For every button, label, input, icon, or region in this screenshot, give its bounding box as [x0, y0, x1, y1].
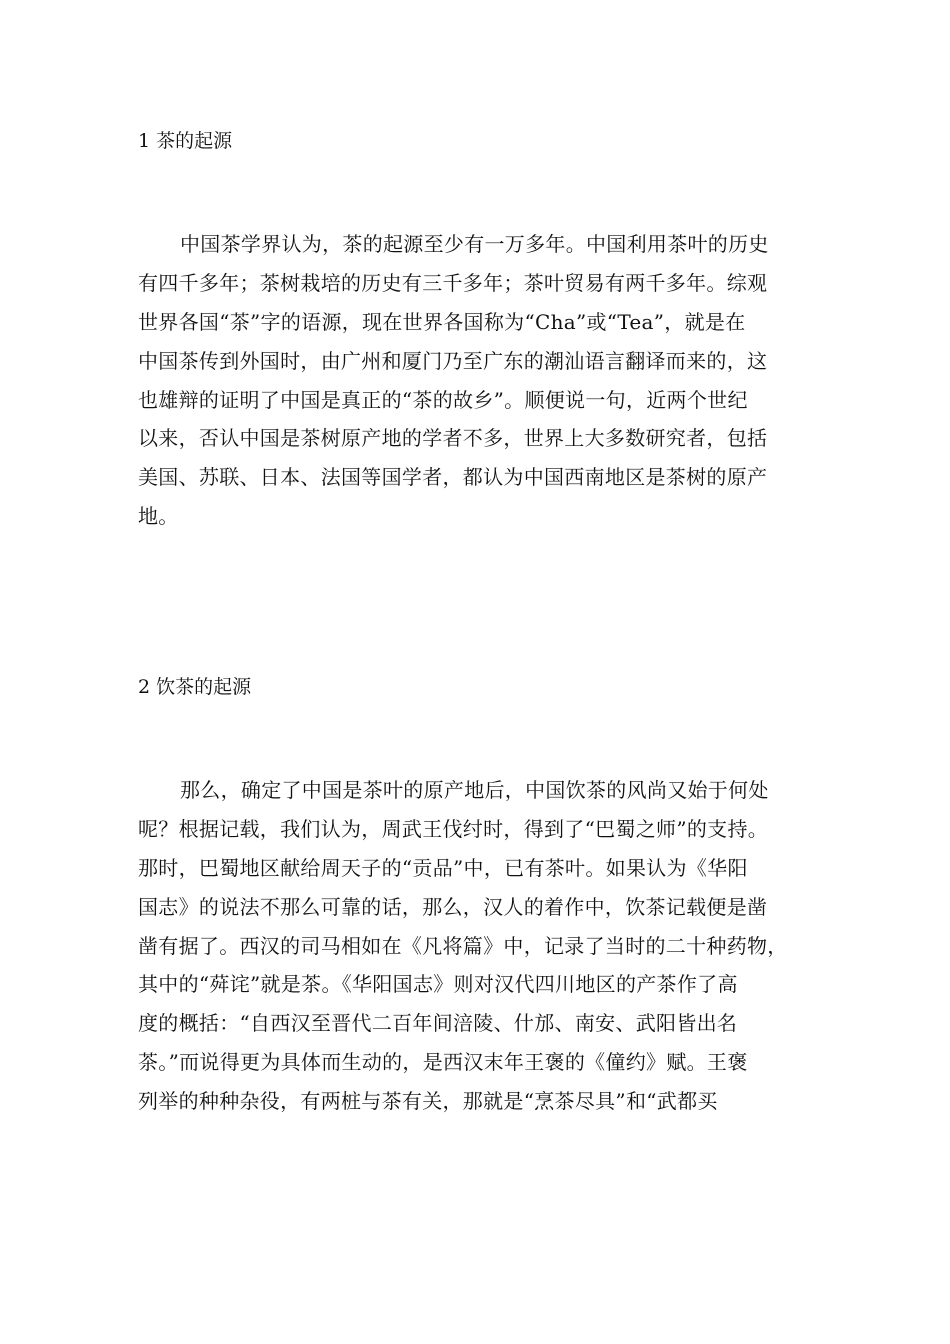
paragraph-line: 美国、苏联、日本、法国等国学者，都认为中国西南地区是茶树的原产	[138, 465, 768, 490]
section-heading-drinking-origin: 2 饮茶的起源	[138, 676, 252, 698]
paragraph-line: 度的概括：“自西汉至晋代二百年间涪陵、什邡、南安、武阳皆出名	[138, 1011, 738, 1036]
paragraph-drinking-origin	[138, 771, 838, 1121]
paragraph-line: 中国茶学界认为，茶的起源至少有一万多年。中国利用茶叶的历史	[180, 232, 769, 256]
paragraph-line: 其中的“荈诧”就是茶。《华阳国志》则对汉代四川地区的产茶作了高	[138, 972, 738, 997]
section-heading-tea-origin: 1 茶的起源	[138, 130, 233, 152]
paragraph-line: 那么，确定了中国是茶叶的原产地后，中国饮茶的风尚又始于何处	[180, 778, 769, 802]
paragraph-line: 列举的种种杂役，有两桩与茶有关，那就是“烹茶尽具”和“武都买	[138, 1089, 718, 1114]
paragraph-line: 呢？根据记载，我们认为，周武王伐纣时，得到了“巴蜀之师”的支持。	[138, 816, 769, 841]
paragraph-line: 有四千多年；茶树栽培的历史有三千多年；茶叶贸易有两千多年。综观	[138, 270, 768, 295]
paragraph-line: 茶。”而说得更为具体而生动的，是西汉末年王褒的《僮约》赋。王褒	[138, 1050, 748, 1075]
paragraph-line: 也雄辩的证明了中国是真正的“茶的故乡”。顺便说一句，近两个世纪	[138, 387, 748, 412]
paragraph-line: 国志》的说法不那么可靠的话，那么，汉人的着作中，饮茶记载便是凿	[138, 894, 768, 919]
paragraph-line: 那时，巴蜀地区献给周天子的“贡品”中，已有茶叶。如果认为《华阳	[138, 855, 748, 880]
paragraph-line: 世界各国“茶”字的语源，现在世界各国称为“Cha”或“Tea”，就是在	[138, 309, 746, 334]
paragraph-line: 凿有据了。西汉的司马相如在《凡将篇》中，记录了当时的二十种药物，	[138, 933, 788, 958]
paragraph-line: 以来，否认中国是茶树原产地的学者不多，世界上大多数研究者，包括	[138, 426, 768, 451]
paragraph-tea-origin	[138, 225, 838, 536]
paragraph-line: 地。	[138, 504, 179, 529]
paragraph-line: 中国茶传到外国时，由广州和厦门乃至广东的潮汕语言翻译而来的，这	[138, 348, 768, 373]
